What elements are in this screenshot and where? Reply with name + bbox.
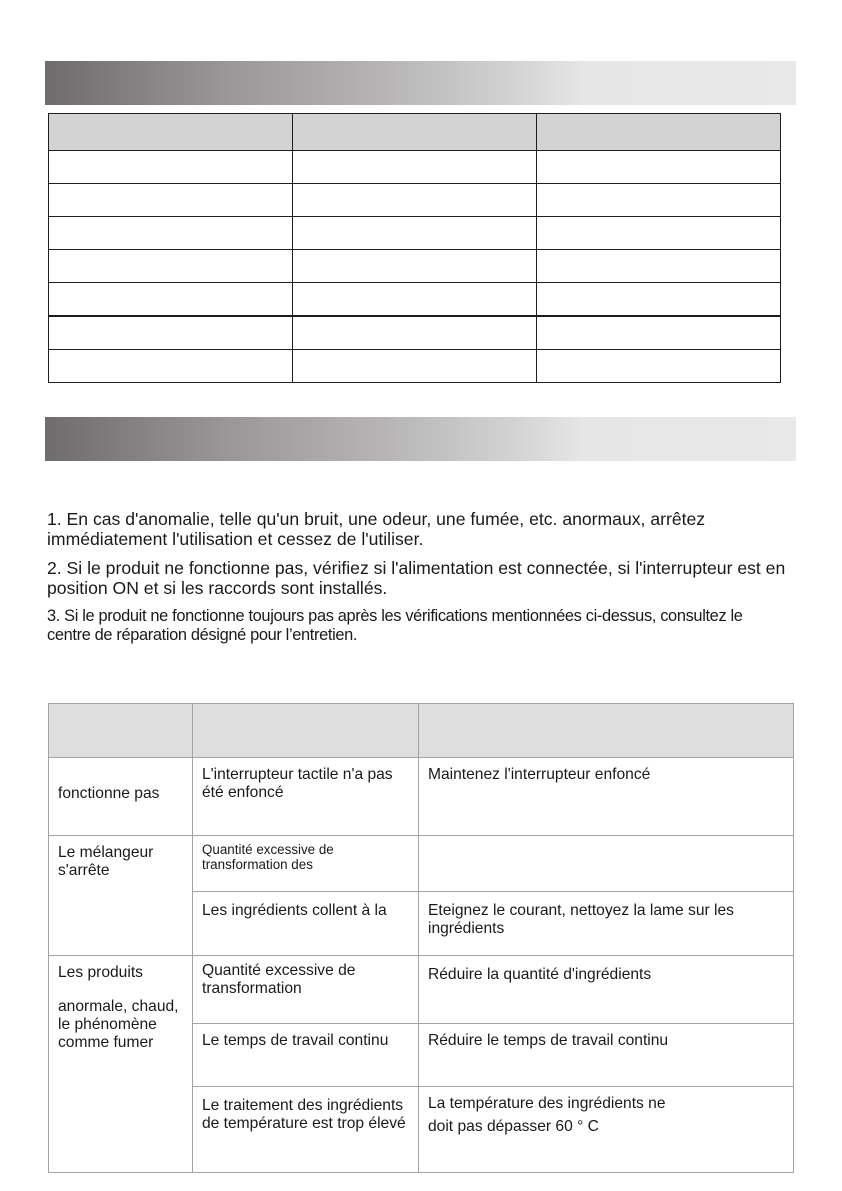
header-cell-cause <box>193 704 419 758</box>
header-cell <box>49 114 293 151</box>
solution-cell: Réduire le temps de travail continu <box>419 1024 794 1087</box>
section-banner-troubleshooting <box>45 417 796 461</box>
solution-cell <box>419 836 794 892</box>
solution-cell: Eteignez le courant, nettoyez la lame sur les ingrédients <box>419 892 794 956</box>
instruction-item: 1. En cas d'anomalie, telle qu'un bruit, une odeur, une fumée, etc. anormaux, arrêtez immédiatement l'utilisation et cessez de l'utiliser. <box>47 509 706 549</box>
cause-cell: Le traitement des ingrédients de température est trop élevé <box>193 1087 419 1173</box>
header-cell <box>293 114 537 151</box>
table-cell <box>49 350 293 383</box>
table-row <box>49 836 794 892</box>
table-row <box>49 250 781 283</box>
section-banner-specifications <box>45 61 796 105</box>
cause-cell: Quantité excessive de transformation <box>193 956 419 1024</box>
instruction-item: 2. Si le produit ne fonctionne pas, vérifiez si l'alimentation est connectée, si l'interrupteur est en position ON et si les raccords sont installés. <box>47 558 786 598</box>
table-cell <box>49 250 293 283</box>
solution-cell: Maintenez l'interrupteur enfoncé <box>419 758 794 836</box>
cause-cell: Le temps de travail continu <box>193 1024 419 1087</box>
table-cell <box>293 151 537 184</box>
troubleshooting-table <box>48 703 794 1173</box>
spacer <box>58 982 192 998</box>
cause-cell: Les ingrédients collent à la <box>193 892 419 956</box>
troubleshooting-instructions <box>47 509 787 654</box>
header-cell <box>537 114 781 151</box>
problem-cell <box>49 956 193 1173</box>
solution-text: doit pas dépasser 60 ° C <box>428 1118 599 1135</box>
table-cell <box>49 217 293 250</box>
table-row <box>49 184 781 217</box>
table-cell <box>537 316 781 350</box>
table-row <box>49 283 781 317</box>
problem-cell: Le mélangeur s'arrête <box>49 836 193 956</box>
problem-text: Les produits <box>58 964 143 981</box>
table-header-row <box>49 704 794 758</box>
cause-cell: Quantité excessive de transformation des <box>193 836 419 892</box>
table-cell <box>293 250 537 283</box>
cause-cell: L'interrupteur tactile n'a pas été enfoncé <box>193 758 419 836</box>
table-header-row <box>49 114 781 151</box>
table-cell <box>49 283 293 317</box>
header-cell-problem <box>49 704 193 758</box>
table-row <box>49 316 781 350</box>
table-row <box>49 151 781 184</box>
table-cell <box>49 316 293 350</box>
table-cell <box>49 184 293 217</box>
table-cell <box>537 283 781 317</box>
problem-cell: fonctionne pas <box>49 758 193 836</box>
table-cell <box>293 217 537 250</box>
problem-text: anormale, chaud, le phénomène comme fumer <box>58 998 179 1051</box>
table-row <box>49 758 794 836</box>
table-cell <box>293 316 537 350</box>
specifications-table <box>48 113 781 383</box>
solution-cell <box>419 1087 794 1173</box>
instruction-item: 3. Si le produit ne fonctionne toujours pas après les vérifications mentionnées ci-dessus, consultez le centre de réparation désigné pour l’entretien. <box>47 607 743 644</box>
table-row <box>49 350 781 383</box>
table-cell <box>537 217 781 250</box>
header-cell-solution <box>419 704 794 758</box>
table-row <box>49 956 794 1024</box>
table-cell <box>293 283 537 317</box>
solution-text: La température des ingrédients ne <box>428 1095 666 1112</box>
table-cell <box>537 250 781 283</box>
table-row <box>49 217 781 250</box>
table-cell <box>537 350 781 383</box>
table-cell <box>537 151 781 184</box>
table-cell <box>49 151 293 184</box>
solution-cell: Réduire la quantité d'ingrédients <box>419 956 794 1024</box>
table-cell <box>293 350 537 383</box>
table-cell <box>293 184 537 217</box>
table-cell <box>537 184 781 217</box>
